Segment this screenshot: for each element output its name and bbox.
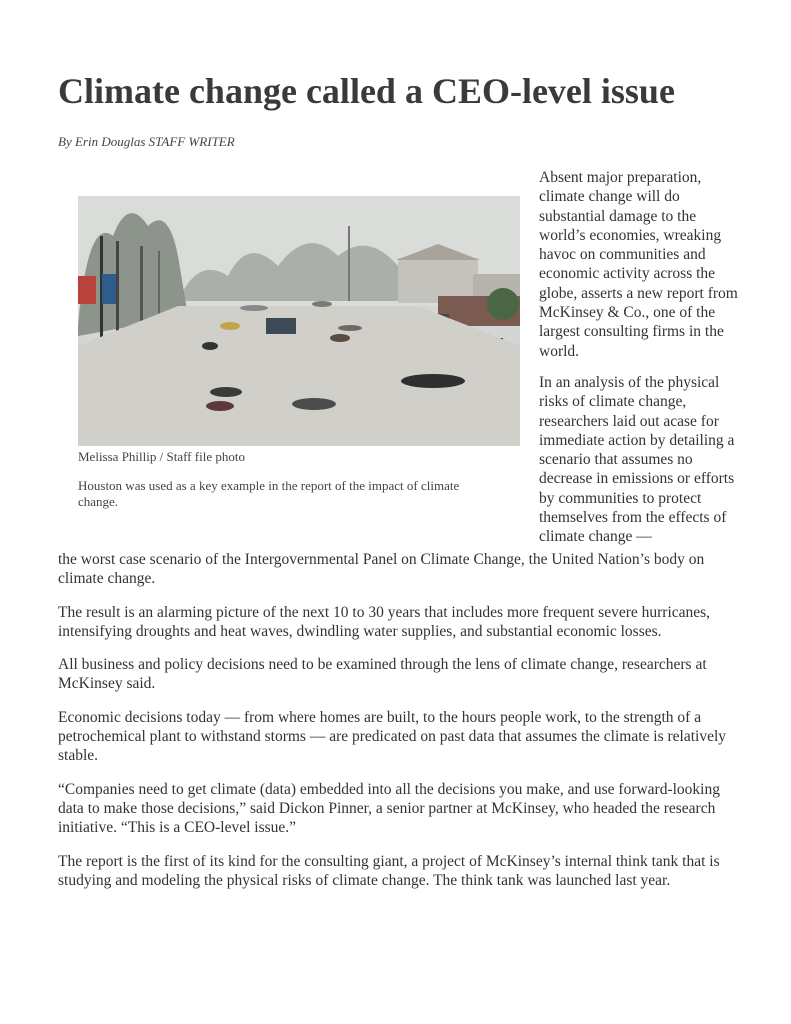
paragraph: the worst case scenario of the Intergovernmental Panel on Climate Change, the United Nation’s body on climate change. [58, 551, 705, 588]
article-body [58, 550, 738, 904]
paragraph: Absent major preparation, climate change will do substantial damage to the world’s economies, wreaking havoc on communities and economic activity across the globe, asserts a new report from McKinsey & Co., one of the largest consulting firms in the world. [539, 169, 738, 360]
paragraph: “Companies need to get climate (data) embedded into all the decisions you make, and use forward-looking data to make those decisions,” said Dickon Pinner, a senior partner at McKinsey, who headed the research initiative. “This is a CEO-level issue.” [58, 780, 720, 837]
paragraph: The report is the first of its kind for the consulting giant, a project of McKinsey’s internal think tank that is studying and modeling the physical risks of climate change. The think tank was launched last year. [58, 852, 720, 889]
photo-credit: Melissa Phillip / Staff file photo [78, 449, 245, 464]
flooded-street-image [78, 196, 520, 446]
byline: By Erin Douglas STAFF WRITER [58, 134, 235, 149]
paragraph: All business and policy decisions need to be examined through the lens of climate change, researchers at McKinsey said. [58, 656, 707, 693]
photo-caption: Houston was used as a key example in the report of the impact of climate change. [78, 478, 460, 509]
paragraph: In an analysis of the physical risks of climate change, researchers laid out acase for immediate action by detailing a scenario that assumes no decrease in emissions or efforts by communities to protect themselves from the effects of climate change — [539, 373, 735, 546]
paragraph: The result is an alarming picture of the next 10 to 30 years that includes more frequent severe hurricanes, intensifying droughts and heat waves, dwindling water supplies, and substantial economic losses. [58, 603, 711, 640]
headline: Climate change called a CEO-level issue [58, 71, 675, 111]
paragraph: Economic decisions today — from where homes are built, to the hours people work, to the strength of a petrochemical plant to withstand storms — are predicated on past data that assumes the climate is relatively stable. [58, 708, 727, 765]
flood-photo [78, 196, 520, 446]
side-column [539, 168, 739, 559]
